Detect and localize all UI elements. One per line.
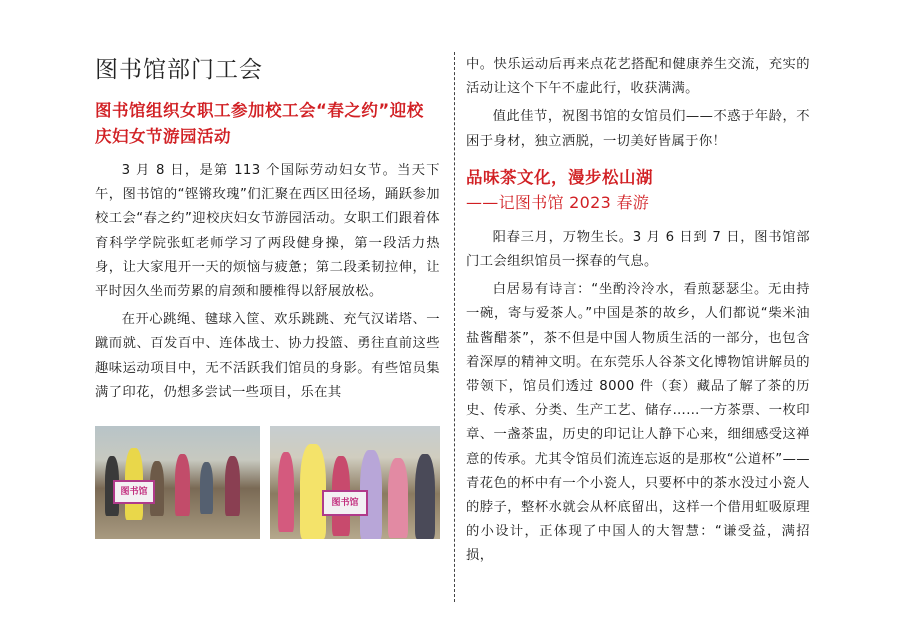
article-title: 品味茶文化，漫步松山湖 bbox=[466, 167, 653, 187]
article-paragraph: 白居易有诗言：“坐酌泠泠水，看煎瑟瑟尘。无由持一碗，寄与爱茶人。”中国是茶的故乡，人们都说“柴米油盐酱醋茶”，茶不但是中国人物质生活的一部分，也包含着深厚的精神文明。在东莞乐人谷茶文化博物馆讲解员的带领下，馆员们透过 8000 件（套）藏品了解了茶的历史、传承、分类、生产工艺、储存……一方茶票、一枚印章、一盏茶盅，历史的印记让人静下心来，细细感受这禅意的传承。尤其令馆员们流连忘返的是那枚“公道杯”——青花色的杯中有一个小瓷人，只要杯中的茶水没过小瓷人的脖子，整杯水就会从杯底留出，这样一个借用虹吸原理的小设计，正体现了中国人的大智慧：“谦受益，满招损， bbox=[466, 282, 810, 564]
section-title: 图书馆部门工会 bbox=[95, 57, 263, 83]
left-column bbox=[95, 52, 440, 405]
article-paragraph: 阳春三月，万物生长。3 月 6 日到 7 日，图书馆部门工会组织馆员一探春的气息。 bbox=[466, 229, 810, 270]
continued-paragraph: 中。快乐运动后再来点花艺搭配和健康养生交流，充实的活动让这个下午不虚此行，收获满满。 bbox=[466, 57, 810, 97]
photo-strip bbox=[95, 426, 440, 539]
article-paragraph: 3 月 8 日，是第 113 个国际劳动妇女节。当天下午，图书馆的“铿锵玫瑰”们汇聚在西区田径场，踊跃参加校工会“春之约”迎校庆妇女节游园活动。女职工们跟着体育科学学院张虹老师学习了两段健身操，第一段活力热身，让大家甩开一天的烦恼与疲惫；第二段柔韧拉伸，让平时因久坐而劳累的肩颈和腰椎得以舒展放松。 bbox=[95, 163, 440, 300]
article-paragraph: 值此佳节，祝图书馆的女馆员们——不惑于年龄，不困于身材，独立洒脱，一切美好皆属于你！ bbox=[466, 109, 810, 149]
article-paragraph: 在开心跳绳、毽球入筐、欢乐跳跳、充气汉诺塔、一蹴而就、百发百中、连体战士、协力投篮、勇往直前这些趣味运动项目中，无不活跃我们馆员的身影。有些馆员集满了印花，仍想多尝试一些项目，乐在其 bbox=[95, 312, 440, 400]
photo-sign: 图书馆 bbox=[113, 480, 155, 504]
column-divider bbox=[454, 52, 455, 602]
photo-group-sign bbox=[270, 426, 440, 539]
photo-exercise-dance bbox=[95, 426, 260, 539]
right-column bbox=[466, 53, 810, 569]
article-title: 图书馆组织女职工参加校工会“春之约”迎校庆妇女节游园活动 bbox=[95, 101, 424, 146]
photo-sign: 图书馆 bbox=[322, 490, 368, 516]
article-subtitle: ——记图书馆 2023 春游 bbox=[466, 192, 650, 212]
